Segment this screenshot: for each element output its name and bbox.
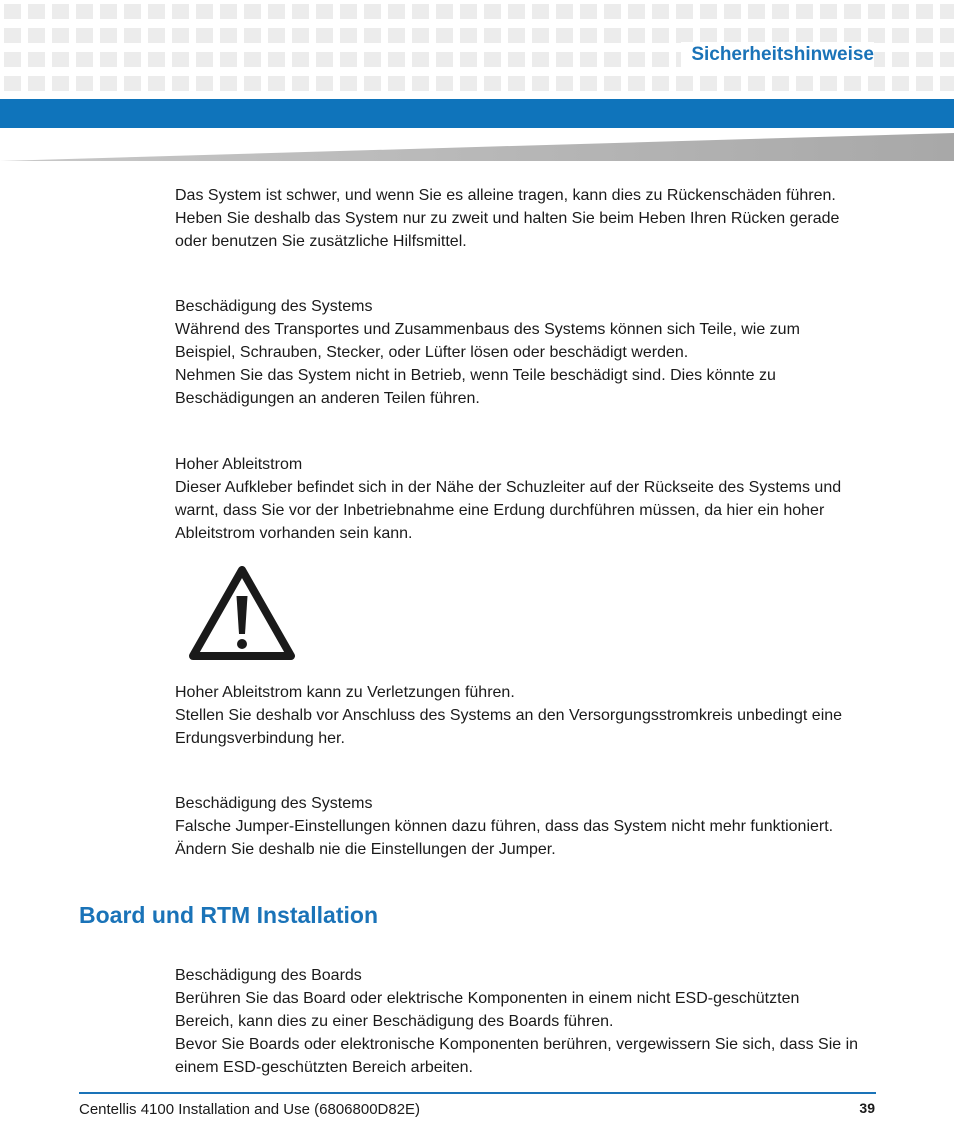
- header-dot: [388, 52, 405, 67]
- header-dot: [460, 4, 477, 19]
- header-dot: [340, 4, 357, 19]
- text-line: Beispiel, Schrauben, Stecker, oder Lüfter lösen oder beschädigt werden.: [175, 344, 689, 361]
- text-line: Nehmen Sie das System nicht in Betrieb, wenn Teile beschädigt sind. Dies könnte zu: [175, 367, 776, 384]
- header-dot: [172, 76, 189, 91]
- header-dot: [532, 52, 549, 67]
- header-dot: [604, 52, 621, 67]
- footer-document-title: Centellis 4100 Installation and Use (6806800D82E): [79, 1101, 421, 1118]
- text-line: Stellen Sie deshalb vor Anschluss des Systems an den Versorgungsstromkreis unbedingt eine: [175, 707, 843, 724]
- header-dot: [28, 52, 45, 67]
- header-gray-wedge: [0, 133, 954, 161]
- header-dot: [556, 28, 573, 43]
- paragraph-board-damage-esd: [175, 964, 875, 1079]
- header-dot: [100, 52, 117, 67]
- header-dot: [292, 76, 309, 91]
- text-line: Bereich, kann dies zu einer Beschädigung des Boards führen.: [175, 1013, 614, 1030]
- header-dot: [172, 52, 189, 67]
- text-line: Berühren Sie das Board oder elektrische Komponenten in einem nicht ESD-geschützten: [175, 990, 800, 1007]
- header-dot: [436, 52, 453, 67]
- header-dot: [508, 52, 525, 67]
- header-dot: [868, 76, 885, 91]
- header-dot: [316, 52, 333, 67]
- header-dot: [316, 4, 333, 19]
- header-dot: [508, 76, 525, 91]
- header-dot: [604, 4, 621, 19]
- text-line: einem ESD-geschützten Bereich arbeiten.: [175, 1059, 473, 1076]
- header-blue-bar: [0, 99, 954, 128]
- header-dot: [316, 28, 333, 43]
- header-dot: [412, 28, 429, 43]
- header-dot: [364, 76, 381, 91]
- header-dot: [532, 4, 549, 19]
- text-line: Das System ist schwer, und wenn Sie es alleine tragen, kann dies zu Rückenschäden führen.: [175, 187, 836, 204]
- header-dot: [364, 4, 381, 19]
- header-dot: [388, 4, 405, 19]
- header-dot: [268, 52, 285, 67]
- text-line: Hoher Ableitstrom kann zu Verletzungen führen.: [175, 684, 515, 701]
- header-dot: [412, 76, 429, 91]
- header-dot: [460, 52, 477, 67]
- running-header-title: Sicherheitshinweise: [681, 42, 874, 68]
- header-dot: [676, 28, 693, 43]
- header-dot: [460, 76, 477, 91]
- header-dot: [28, 4, 45, 19]
- header-dot: [844, 4, 861, 19]
- header-dot: [76, 28, 93, 43]
- header-dot: [436, 28, 453, 43]
- text-line: Bevor Sie Boards oder elektronische Komponenten berühren, vergewissern Sie sich, dass Sie in: [175, 1036, 859, 1053]
- header-dot: [556, 4, 573, 19]
- header-dot: [820, 28, 837, 43]
- header-dot: [844, 28, 861, 43]
- header-dot: [892, 28, 909, 43]
- header-dot: [28, 28, 45, 43]
- text-line: oder benutzen Sie zusätzliche Hilfsmittel.: [175, 233, 467, 250]
- header-dot: [412, 4, 429, 19]
- header-dot: [220, 52, 237, 67]
- header-dot: [916, 28, 933, 43]
- header-dot: [52, 28, 69, 43]
- header-dot: [796, 4, 813, 19]
- header-dot: [580, 28, 597, 43]
- header-dot: [700, 76, 717, 91]
- header-dot: [340, 76, 357, 91]
- paragraph-lifting-warning: [175, 184, 875, 253]
- header-dot: [652, 52, 669, 67]
- header-dot: [244, 52, 261, 67]
- header-dot: [940, 76, 954, 91]
- header-dot: [820, 4, 837, 19]
- header-dot: [100, 4, 117, 19]
- paragraph-jumper-settings: [175, 792, 875, 861]
- header-dot: [388, 28, 405, 43]
- header-dot: [556, 52, 573, 67]
- header-dot: [52, 76, 69, 91]
- header-dot: [268, 28, 285, 43]
- header-dot: [748, 28, 765, 43]
- header-dot: [124, 52, 141, 67]
- section-heading: Board und RTM Installation: [79, 902, 378, 928]
- header-dot: [772, 28, 789, 43]
- header-dot: [700, 28, 717, 43]
- header-dot: [796, 28, 813, 43]
- paragraph-system-damage-transport: [175, 295, 875, 410]
- header-dot: [940, 4, 954, 19]
- text-line: warnt, dass Sie vor der Inbetriebnahme eine Erdung durchführen müssen, da hier ein hoher: [175, 502, 825, 519]
- header-dot: [124, 4, 141, 19]
- header-dot: [580, 52, 597, 67]
- header-dot: [52, 52, 69, 67]
- header-dot: [148, 4, 165, 19]
- header-dot: [628, 28, 645, 43]
- text-line: Dieser Aufkleber befindet sich in der Nähe der Schuzleiter auf der Rückseite des Systems und: [175, 479, 842, 496]
- header-dot: [364, 52, 381, 67]
- text-line: Hoher Ableitstrom: [175, 456, 303, 473]
- header-dot: [4, 28, 21, 43]
- header-dot: [100, 28, 117, 43]
- header-dot: [220, 76, 237, 91]
- text-line: Heben Sie deshalb das System nur zu zweit und halten Sie beim Heben Ihren Rücken gerade: [175, 210, 840, 227]
- header-dot: [148, 76, 165, 91]
- header-dot: [76, 4, 93, 19]
- header-dot: [220, 4, 237, 19]
- text-line: Beschädigung des Boards: [175, 967, 362, 984]
- header-dot: [748, 76, 765, 91]
- header-dot: [268, 76, 285, 91]
- paragraph-leakage-injury-warning: [175, 681, 875, 750]
- header-dot: [844, 76, 861, 91]
- header-dot: [724, 4, 741, 19]
- header-dot: [604, 28, 621, 43]
- header-dot: [412, 52, 429, 67]
- header-dot: [724, 76, 741, 91]
- header-dot: [892, 4, 909, 19]
- header-dot: [340, 52, 357, 67]
- header-dot: [940, 28, 954, 43]
- header-dot: [868, 4, 885, 19]
- header-dot: [916, 76, 933, 91]
- header-dot: [916, 4, 933, 19]
- header-dot: [580, 4, 597, 19]
- header-dot: [196, 76, 213, 91]
- header-dot: [484, 76, 501, 91]
- header-dot: [892, 76, 909, 91]
- header-dot: [196, 4, 213, 19]
- header-dot: [532, 28, 549, 43]
- header-dot: [604, 76, 621, 91]
- header-dot: [4, 76, 21, 91]
- header-dot: [4, 52, 21, 67]
- header-dot: [172, 4, 189, 19]
- text-line: Beschädigungen an anderen Teilen führen.: [175, 390, 480, 407]
- header-dot: [100, 76, 117, 91]
- warning-triangle-icon: [189, 566, 295, 661]
- header-dot: [676, 76, 693, 91]
- header-dot: [484, 4, 501, 19]
- header-dot: [508, 28, 525, 43]
- header-dot: [292, 52, 309, 67]
- header-dot: [892, 52, 909, 67]
- header-dot: [772, 76, 789, 91]
- text-line: Beschädigung des Systems: [175, 795, 373, 812]
- text-line: Während des Transportes und Zusammenbaus des Systems können sich Teile, wie zum: [175, 321, 800, 338]
- header-dot: [580, 76, 597, 91]
- header-dot: [124, 28, 141, 43]
- header-dot: [508, 4, 525, 19]
- header-dot: [340, 28, 357, 43]
- header-dot: [820, 76, 837, 91]
- header-dot: [868, 28, 885, 43]
- header-dot: [772, 4, 789, 19]
- text-line: Ändern Sie deshalb nie die Einstellungen der Jumper.: [175, 841, 556, 858]
- header-dot: [556, 76, 573, 91]
- header-dot: [628, 76, 645, 91]
- header-dot: [628, 4, 645, 19]
- text-line: Erdungsverbindung her.: [175, 730, 345, 747]
- header-dot: [292, 4, 309, 19]
- paragraph-leakage-current-label: [175, 453, 875, 545]
- header-dot: [172, 28, 189, 43]
- header-dot: [4, 4, 21, 19]
- header-dot: [532, 76, 549, 91]
- header-dot: [436, 76, 453, 91]
- header-dot: [196, 28, 213, 43]
- header-dot: [388, 76, 405, 91]
- header-dot: [652, 28, 669, 43]
- header-dot: [244, 28, 261, 43]
- header-dot: [244, 76, 261, 91]
- header-dot: [652, 76, 669, 91]
- header-dot: [292, 28, 309, 43]
- header-dot: [268, 4, 285, 19]
- header-dot: [940, 52, 954, 67]
- header-dot: [724, 28, 741, 43]
- text-line: Beschädigung des Systems: [175, 298, 373, 315]
- header-dot: [316, 76, 333, 91]
- header-dot: [52, 4, 69, 19]
- header-dot: [196, 52, 213, 67]
- text-line: Falsche Jumper-Einstellungen können dazu führen, dass das System nicht mehr funktioniert.: [175, 818, 834, 835]
- page-number: 39: [859, 1100, 875, 1116]
- header-dot: [700, 4, 717, 19]
- header-dot: [364, 28, 381, 43]
- header-dot: [76, 52, 93, 67]
- header-dot: [484, 52, 501, 67]
- header-dot: [484, 28, 501, 43]
- text-line: Ableitstrom vorhanden sein kann.: [175, 525, 413, 542]
- footer-divider: [79, 1092, 876, 1094]
- header-dot: [76, 76, 93, 91]
- header-dot: [148, 28, 165, 43]
- header-dot: [28, 76, 45, 91]
- header-dot: [244, 4, 261, 19]
- header-dot: [124, 76, 141, 91]
- header-dot: [748, 4, 765, 19]
- header-dot: [628, 52, 645, 67]
- header-dot: [676, 4, 693, 19]
- header-dot: [460, 28, 477, 43]
- header-dot: [148, 52, 165, 67]
- header-dot: [796, 76, 813, 91]
- header-dot: [220, 28, 237, 43]
- header-dot: [436, 4, 453, 19]
- header-dot: [652, 4, 669, 19]
- header-dot: [916, 52, 933, 67]
